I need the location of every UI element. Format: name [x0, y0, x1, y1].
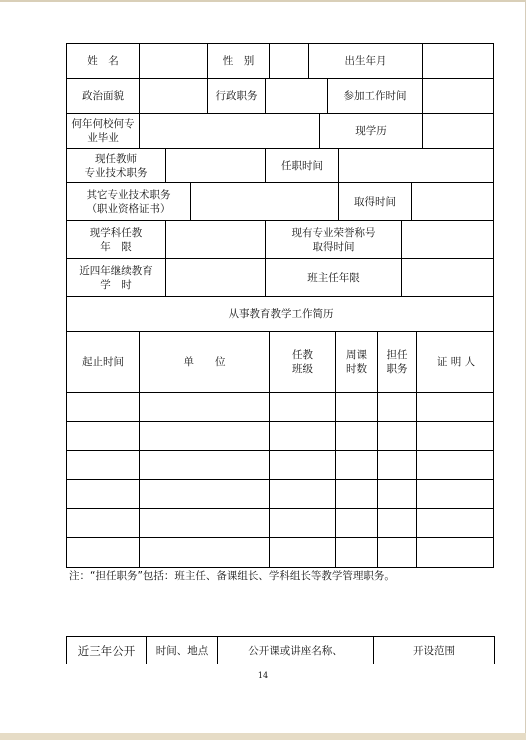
duty-note: 注：“担任职务”包括：班主任、备课组长、学科组长等教学管理职务。: [69, 570, 395, 582]
public-lessons-table: [66, 636, 495, 664]
label-graduation: 何年何校何专 业毕业: [67, 114, 140, 148]
history-witness-cell[interactable]: [417, 480, 495, 508]
form-row-subject-years: [67, 221, 493, 259]
header-weekly-hours: 周课 时数: [336, 332, 378, 392]
history-class-cell[interactable]: [270, 509, 336, 537]
section-title: 从事教育教学工作简历: [228, 308, 334, 320]
field-headteacher-years[interactable]: [402, 259, 495, 296]
history-row: [67, 422, 493, 451]
history-witness-cell[interactable]: [417, 422, 495, 450]
history-duty-cell[interactable]: [378, 422, 417, 450]
history-hours-cell[interactable]: [336, 393, 378, 421]
history-witness-cell[interactable]: [417, 538, 495, 567]
label-education: 现学历: [320, 114, 423, 148]
top-border-line: [0, 0, 526, 2]
header-time-place: 时间、地点: [147, 637, 218, 664]
history-witness-cell[interactable]: [417, 451, 495, 479]
page-number: 14: [257, 671, 269, 680]
history-duty-cell[interactable]: [378, 538, 417, 567]
history-period-cell[interactable]: [67, 538, 140, 567]
field-continuing-edu[interactable]: [166, 259, 266, 296]
history-class-cell[interactable]: [270, 422, 336, 450]
history-row: [67, 509, 493, 538]
header-scope: 开设范围: [413, 644, 455, 657]
field-birth-date[interactable]: [423, 44, 495, 78]
header-witness: 证 明 人: [436, 356, 476, 368]
history-class-cell[interactable]: [270, 538, 336, 567]
history-unit-cell[interactable]: [140, 451, 270, 479]
label-continuing-edu: 近四年继续教育 学 时: [67, 259, 166, 296]
history-period-cell[interactable]: [67, 509, 140, 537]
field-honor[interactable]: [402, 221, 495, 258]
form-row-political: [67, 79, 493, 114]
history-class-cell[interactable]: [270, 480, 336, 508]
field-education[interactable]: [423, 114, 495, 148]
history-duty-cell[interactable]: [378, 451, 417, 479]
history-hours-cell[interactable]: [336, 480, 378, 508]
history-period-cell[interactable]: [67, 393, 140, 421]
history-hours-cell[interactable]: [336, 538, 378, 567]
label-admin-post: 行政职务: [208, 79, 266, 113]
history-period-cell[interactable]: [67, 451, 140, 479]
field-graduation[interactable]: [140, 114, 320, 148]
field-tech-title[interactable]: [166, 149, 266, 182]
history-hours-cell[interactable]: [336, 451, 378, 479]
form-row-other-title: [67, 183, 493, 221]
history-row: [67, 451, 493, 480]
header-class: 任教 班级: [270, 332, 336, 392]
label-name: 姓 名: [67, 44, 140, 78]
label-political-status: 政治面貌: [67, 79, 140, 113]
history-witness-cell[interactable]: [417, 509, 495, 537]
history-class-cell[interactable]: [270, 451, 336, 479]
header-lesson-name: 公开课或讲座名称、: [218, 637, 374, 664]
history-class-cell[interactable]: [270, 393, 336, 421]
label-birth-date: 出生年月: [309, 44, 423, 78]
field-name[interactable]: [140, 44, 208, 78]
label-tech-title: 现任教师 专业技术职务: [67, 149, 166, 182]
label-headteacher-years: 班主任年限: [266, 259, 402, 296]
form-row-title: [67, 149, 493, 183]
bottom-edge-band: [0, 733, 526, 740]
history-unit-cell[interactable]: [140, 480, 270, 508]
field-work-start[interactable]: [423, 79, 495, 113]
label-other-title: 其它专业技术职务 （职业资格证书）: [67, 183, 191, 220]
label-obtain-time: 取得时间: [339, 183, 412, 220]
history-witness-cell[interactable]: [417, 393, 495, 421]
history-unit-cell[interactable]: [140, 422, 270, 450]
history-hours-cell[interactable]: [336, 509, 378, 537]
label-honor: 现有专业荣誉称号 取得时间: [266, 221, 402, 258]
history-unit-cell[interactable]: [140, 393, 270, 421]
section-title-row: [67, 297, 493, 332]
history-hours-cell[interactable]: [336, 422, 378, 450]
profile-form-table: [66, 43, 494, 568]
header-period: 起止时间: [67, 332, 140, 392]
history-period-cell[interactable]: [67, 480, 140, 508]
header-duty: 担任 职务: [378, 332, 417, 392]
label-recent-public: 近三年公开: [67, 637, 147, 664]
form-row-name: [67, 44, 493, 79]
field-admin-post[interactable]: [266, 79, 328, 113]
label-gender: 性 别: [208, 44, 270, 78]
field-appoint-time[interactable]: [339, 149, 495, 182]
field-obtain-time[interactable]: [412, 183, 495, 220]
label-subject-years: 现学科任教 年 限: [67, 221, 166, 258]
history-duty-cell[interactable]: [378, 480, 417, 508]
history-duty-cell[interactable]: [378, 509, 417, 537]
history-duty-cell[interactable]: [378, 393, 417, 421]
field-gender[interactable]: [270, 44, 309, 78]
form-row-graduation: [67, 114, 493, 149]
history-unit-cell[interactable]: [140, 538, 270, 567]
header-unit: 单 位: [140, 332, 270, 392]
field-subject-years[interactable]: [166, 221, 266, 258]
history-header-row: [67, 332, 493, 393]
history-unit-cell[interactable]: [140, 509, 270, 537]
label-appoint-time: 任职时间: [266, 149, 339, 182]
history-row: [67, 480, 493, 509]
form-row-continuing-edu: [67, 259, 493, 297]
label-work-start: 参加工作时间: [328, 79, 423, 113]
history-period-cell[interactable]: [67, 422, 140, 450]
field-other-title[interactable]: [191, 183, 339, 220]
history-row: [67, 393, 493, 422]
history-row: [67, 538, 493, 567]
field-political-status[interactable]: [140, 79, 208, 113]
